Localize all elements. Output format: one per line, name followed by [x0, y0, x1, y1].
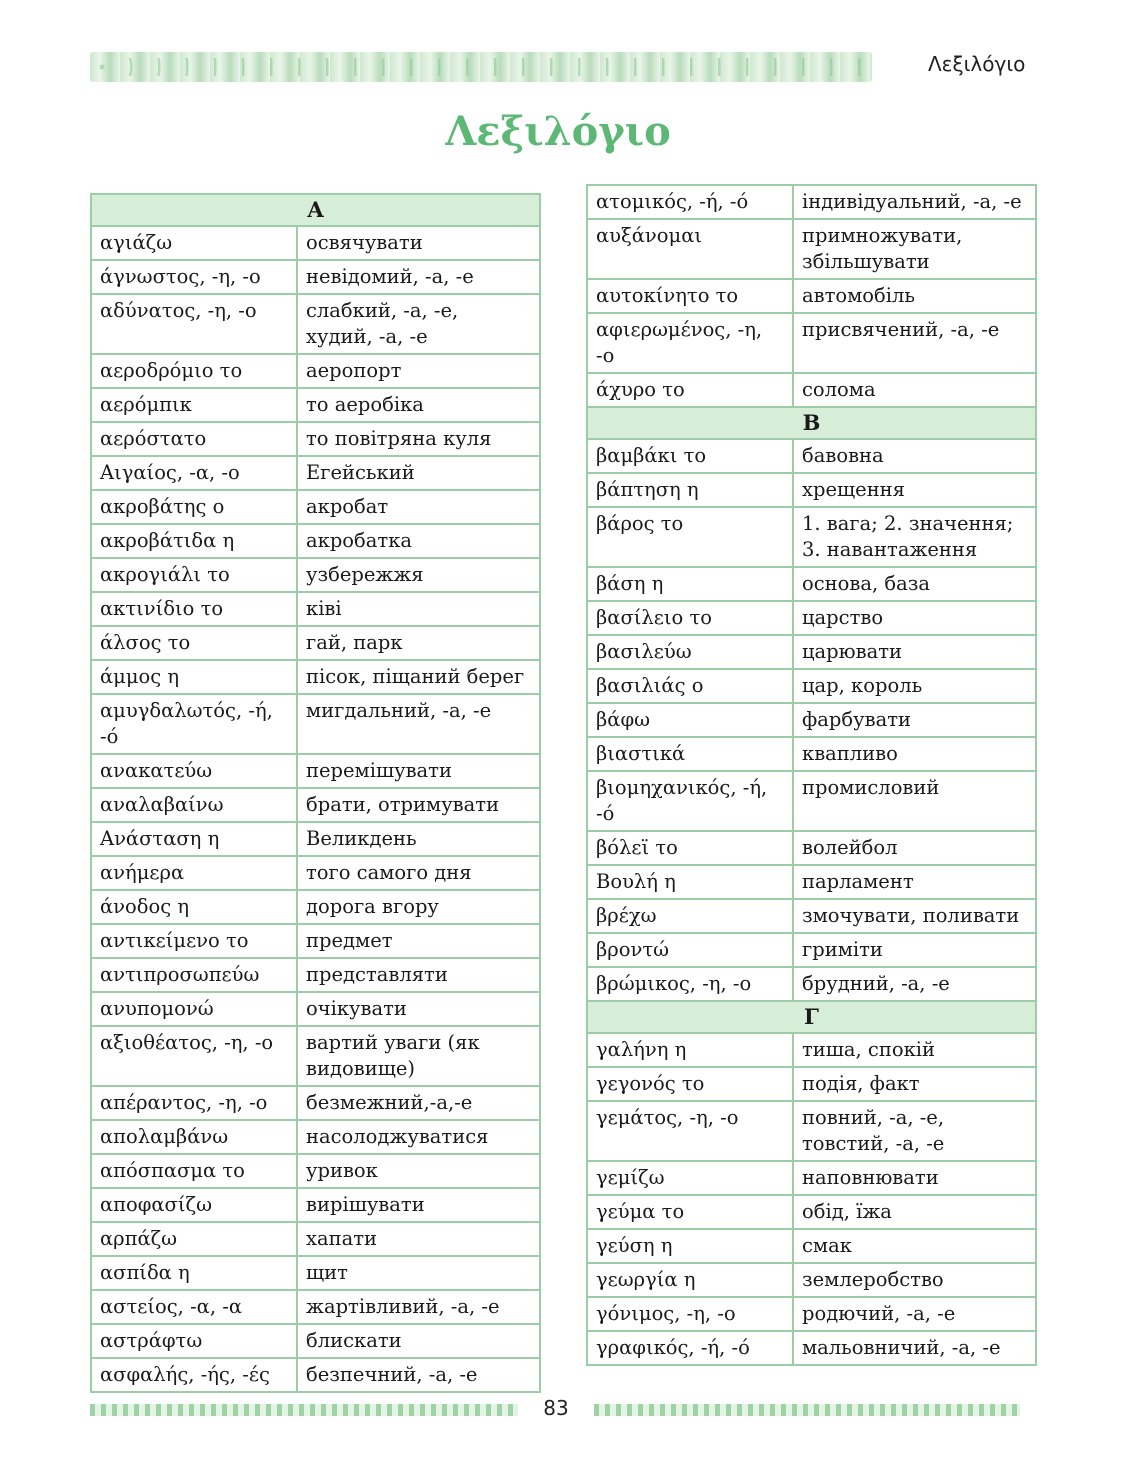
ukrainian-translation: царювати	[793, 635, 1036, 669]
ukrainian-translation: присвячений, -а, -е	[793, 313, 1036, 373]
ukrainian-translation: гриміти	[793, 933, 1036, 967]
ukrainian-translation: квапливо	[793, 737, 1036, 771]
vocab-entry-row	[91, 822, 540, 856]
vocab-entry-row	[91, 388, 540, 422]
ukrainian-translation: основа, база	[793, 567, 1036, 601]
vocab-entry-row	[587, 703, 1036, 737]
greek-term: αερόμπικ	[91, 388, 297, 422]
vocab-entry-row	[587, 831, 1036, 865]
vocab-entry-row	[587, 1229, 1036, 1263]
vocab-entry-row	[587, 669, 1036, 703]
greek-term: ανήμερα	[91, 856, 297, 890]
vocab-entry-row	[91, 1324, 540, 1358]
greek-term: αποφασίζω	[91, 1188, 297, 1222]
ukrainian-translation: 1. вага; 2. значення; 3. навантаження	[793, 507, 1036, 567]
ukrainian-translation: родючий, -а, -е	[793, 1297, 1036, 1331]
vocabulary-table-right	[586, 184, 1037, 1366]
vocab-entry-row	[587, 635, 1036, 669]
vocab-entry-row	[587, 1297, 1036, 1331]
ukrainian-translation: невідомий, -а, -е	[297, 260, 540, 294]
vocabulary-body-right	[587, 185, 1036, 1365]
greek-term: βασιλιάς ο	[587, 669, 793, 703]
ukrainian-translation: фарбувати	[793, 703, 1036, 737]
greek-term: αναλαβαίνω	[91, 788, 297, 822]
ukrainian-translation: бавовна	[793, 439, 1036, 473]
ukrainian-translation: автомобіль	[793, 279, 1036, 313]
greek-term: αφιερωμένος, -η, -ο	[587, 313, 793, 373]
page-title: Λεξιλόγιο	[445, 108, 671, 155]
vocab-entry-row	[91, 992, 540, 1026]
vocab-entry-row	[587, 1161, 1036, 1195]
vocab-entry-row	[587, 1331, 1036, 1365]
greek-term: βάφω	[587, 703, 793, 737]
greek-term: γεμάτος, -η, -ο	[587, 1101, 793, 1161]
section-header-row	[91, 194, 540, 226]
vocab-entry-row	[91, 524, 540, 558]
greek-term: βρέχω	[587, 899, 793, 933]
greek-term: Ανάσταση η	[91, 822, 297, 856]
greek-term: ανυπομονώ	[91, 992, 297, 1026]
ukrainian-translation: промисловий	[793, 771, 1036, 831]
greek-term: αντικείμενο το	[91, 924, 297, 958]
ukrainian-translation: брати, отримувати	[297, 788, 540, 822]
vocab-entry-row	[587, 737, 1036, 771]
greek-term: γεύμα το	[587, 1195, 793, 1229]
vocab-entry-row	[587, 279, 1036, 313]
ukrainian-translation: землеробство	[793, 1263, 1036, 1297]
vocab-entry-row	[587, 313, 1036, 373]
vocab-entry-row	[91, 626, 540, 660]
vocabulary-table-left	[90, 193, 541, 1393]
ukrainian-translation: пісок, піщаний берег	[297, 660, 540, 694]
vocab-entry-row	[587, 933, 1036, 967]
greek-term: ανακατεύω	[91, 754, 297, 788]
ukrainian-translation: слабкий, -а, -е, худий, -а, -е	[297, 294, 540, 354]
greek-term: Βουλή η	[587, 865, 793, 899]
greek-term: ακροβάτιδα η	[91, 524, 297, 558]
greek-term: βόλεϊ το	[587, 831, 793, 865]
greek-term: άλσος το	[91, 626, 297, 660]
ukrainian-translation: тиша, спокій	[793, 1033, 1036, 1067]
ukrainian-translation: змочувати, поливати	[793, 899, 1036, 933]
ukrainian-translation: то аеробіка	[297, 388, 540, 422]
vocab-entry-row	[91, 1026, 540, 1086]
ukrainian-translation: уривок	[297, 1154, 540, 1188]
ukrainian-translation: парламент	[793, 865, 1036, 899]
greek-term: ασφαλής, -ής, -ές	[91, 1358, 297, 1392]
vocab-entry-row	[587, 601, 1036, 635]
section-letter: B	[587, 407, 1036, 439]
ukrainian-translation: жартівливий, -а, -е	[297, 1290, 540, 1324]
greek-term: βιαστικά	[587, 737, 793, 771]
greek-term: Αιγαίος, -α, -ο	[91, 456, 297, 490]
ukrainian-translation: то повітряна куля	[297, 422, 540, 456]
vocab-entry-row	[91, 1256, 540, 1290]
vocab-entry-row	[91, 1222, 540, 1256]
vocab-entry-row	[587, 771, 1036, 831]
vocab-entry-row	[91, 788, 540, 822]
vocab-entry-row	[587, 373, 1036, 407]
vocab-entry-row	[587, 219, 1036, 279]
ukrainian-translation: обід, їжа	[793, 1195, 1036, 1229]
greek-term: γόνιμος, -η, -ο	[587, 1297, 793, 1331]
ukrainian-translation: мальовничий, -а, -е	[793, 1331, 1036, 1365]
greek-term: γεμίζω	[587, 1161, 793, 1195]
greek-term: βασιλεύω	[587, 635, 793, 669]
greek-term: βάρος το	[587, 507, 793, 567]
greek-term: αρπάζω	[91, 1222, 297, 1256]
ukrainian-translation: узбережжя	[297, 558, 540, 592]
vocab-entry-row	[91, 592, 540, 626]
greek-term: γεωργία η	[587, 1263, 793, 1297]
greek-term: ακτινίδιο το	[91, 592, 297, 626]
ukrainian-translation: повний, -а, -е, товстий, -а, -е	[793, 1101, 1036, 1161]
vocab-entry-row	[91, 456, 540, 490]
greek-term: ακρογιάλι το	[91, 558, 297, 592]
vocab-entry-row	[587, 567, 1036, 601]
greek-term: βαμβάκι το	[587, 439, 793, 473]
ukrainian-translation: індивідуальний, -а, -е	[793, 185, 1036, 219]
section-letter: A	[91, 194, 540, 226]
vocab-entry-row	[587, 865, 1036, 899]
greek-term: βάση η	[587, 567, 793, 601]
vocab-entry-row	[587, 1195, 1036, 1229]
greek-term: αμυγδαλωτός, -ή, -ό	[91, 694, 297, 754]
ukrainian-translation: того самого дня	[297, 856, 540, 890]
ukrainian-translation: предмет	[297, 924, 540, 958]
vocab-entry-row	[91, 260, 540, 294]
greek-term: ακροβάτης ο	[91, 490, 297, 524]
greek-term: βιομηχανικός, -ή, -ό	[587, 771, 793, 831]
vocab-entry-row	[91, 1290, 540, 1324]
ukrainian-translation: хрещення	[793, 473, 1036, 507]
ukrainian-translation: брудний, -а, -е	[793, 967, 1036, 1001]
bottom-border-left	[90, 1404, 518, 1416]
vocab-entry-row	[91, 754, 540, 788]
vocab-entry-row	[91, 1086, 540, 1120]
ukrainian-translation: представляти	[297, 958, 540, 992]
greek-term: γεγονός το	[587, 1067, 793, 1101]
vocab-entry-row	[91, 558, 540, 592]
ukrainian-translation: волейбол	[793, 831, 1036, 865]
greek-term: αστείος, -α, -α	[91, 1290, 297, 1324]
vocab-entry-row	[91, 1188, 540, 1222]
greek-term: άγνωστος, -η, -ο	[91, 260, 297, 294]
vocab-entry-row	[91, 226, 540, 260]
page-number: 83	[543, 1396, 569, 1420]
ukrainian-translation: цар, король	[793, 669, 1036, 703]
greek-term: άχυρο το	[587, 373, 793, 407]
greek-term: αεροδρόμιο το	[91, 354, 297, 388]
greek-term: αξιοθέατος, -η, -ο	[91, 1026, 297, 1086]
ukrainian-translation: насолоджуватися	[297, 1120, 540, 1154]
greek-term: αερόστατο	[91, 422, 297, 456]
ukrainian-translation: смак	[793, 1229, 1036, 1263]
vocab-entry-row	[587, 1033, 1036, 1067]
vocab-entry-row	[587, 1263, 1036, 1297]
greek-term: αστράφτω	[91, 1324, 297, 1358]
ukrainian-translation: примножувати, збільшувати	[793, 219, 1036, 279]
vocab-entry-row	[91, 294, 540, 354]
ukrainian-translation: вартий уваги (як видовище)	[297, 1026, 540, 1086]
ukrainian-translation: вирішувати	[297, 1188, 540, 1222]
greek-term: βασίλειο το	[587, 601, 793, 635]
ukrainian-translation: хапати	[297, 1222, 540, 1256]
vocab-entry-row	[91, 354, 540, 388]
vocab-entry-row	[91, 1358, 540, 1392]
running-header: Λεξιλόγιο	[928, 52, 1026, 76]
vocab-entry-row	[587, 1067, 1036, 1101]
ukrainian-translation: солома	[793, 373, 1036, 407]
greek-term: άμμος η	[91, 660, 297, 694]
top-decorative-border	[90, 52, 872, 82]
vocab-entry-row	[91, 1120, 540, 1154]
ukrainian-translation: безпечний, -а, -е	[297, 1358, 540, 1392]
greek-term: ατομικός, -ή, -ό	[587, 185, 793, 219]
greek-term: ασπίδα η	[91, 1256, 297, 1290]
vocabulary-body-left	[91, 194, 540, 1392]
vocab-entry-row	[587, 507, 1036, 567]
ukrainian-translation: мигдальний, -а, -е	[297, 694, 540, 754]
bottom-border-right	[594, 1404, 1020, 1416]
vocab-entry-row	[91, 694, 540, 754]
ukrainian-translation: перемішувати	[297, 754, 540, 788]
section-letter: Γ	[587, 1001, 1036, 1033]
ukrainian-translation: ківі	[297, 592, 540, 626]
vocab-entry-row	[587, 899, 1036, 933]
ukrainian-translation: гай, парк	[297, 626, 540, 660]
section-header-row	[587, 1001, 1036, 1033]
vocab-entry-row	[587, 967, 1036, 1001]
greek-term: απολαμβάνω	[91, 1120, 297, 1154]
vocab-entry-row	[587, 185, 1036, 219]
ukrainian-translation: Великдень	[297, 822, 540, 856]
ukrainian-translation: наповнювати	[793, 1161, 1036, 1195]
greek-term: απέραντος, -η, -ο	[91, 1086, 297, 1120]
section-header-row	[587, 407, 1036, 439]
ukrainian-translation: блискати	[297, 1324, 540, 1358]
greek-term: αυξάνομαι	[587, 219, 793, 279]
greek-term: γεύση η	[587, 1229, 793, 1263]
ukrainian-translation: аеропорт	[297, 354, 540, 388]
greek-term: βρώμικος, -η, -ο	[587, 967, 793, 1001]
greek-term: γαλήνη η	[587, 1033, 793, 1067]
vocab-entry-row	[587, 439, 1036, 473]
greek-term: αγιάζω	[91, 226, 297, 260]
greek-term: βροντώ	[587, 933, 793, 967]
vocab-entry-row	[91, 890, 540, 924]
greek-term: αυτοκίνητο το	[587, 279, 793, 313]
ukrainian-translation: дорога вгору	[297, 890, 540, 924]
vocab-entry-row	[91, 422, 540, 456]
ukrainian-translation: акробатка	[297, 524, 540, 558]
vocab-entry-row	[91, 660, 540, 694]
greek-term: αντιπροσωπεύω	[91, 958, 297, 992]
greek-term: βάπτηση η	[587, 473, 793, 507]
ukrainian-translation: освячувати	[297, 226, 540, 260]
greek-term: άνοδος η	[91, 890, 297, 924]
greek-term: γραφικός, -ή, -ό	[587, 1331, 793, 1365]
ukrainian-translation: очікувати	[297, 992, 540, 1026]
vocab-entry-row	[91, 958, 540, 992]
vocab-entry-row	[587, 1101, 1036, 1161]
greek-term: αδύνατος, -η, -ο	[91, 294, 297, 354]
ukrainian-translation: подія, факт	[793, 1067, 1036, 1101]
ukrainian-translation: безмежний,-а,-е	[297, 1086, 540, 1120]
vocab-entry-row	[91, 490, 540, 524]
ukrainian-translation: щит	[297, 1256, 540, 1290]
ukrainian-translation: акробат	[297, 490, 540, 524]
vocab-entry-row	[91, 856, 540, 890]
greek-term: απόσπασμα το	[91, 1154, 297, 1188]
vocab-entry-row	[91, 1154, 540, 1188]
ukrainian-translation: Егейський	[297, 456, 540, 490]
vocab-entry-row	[91, 924, 540, 958]
vocab-entry-row	[587, 473, 1036, 507]
ukrainian-translation: царство	[793, 601, 1036, 635]
